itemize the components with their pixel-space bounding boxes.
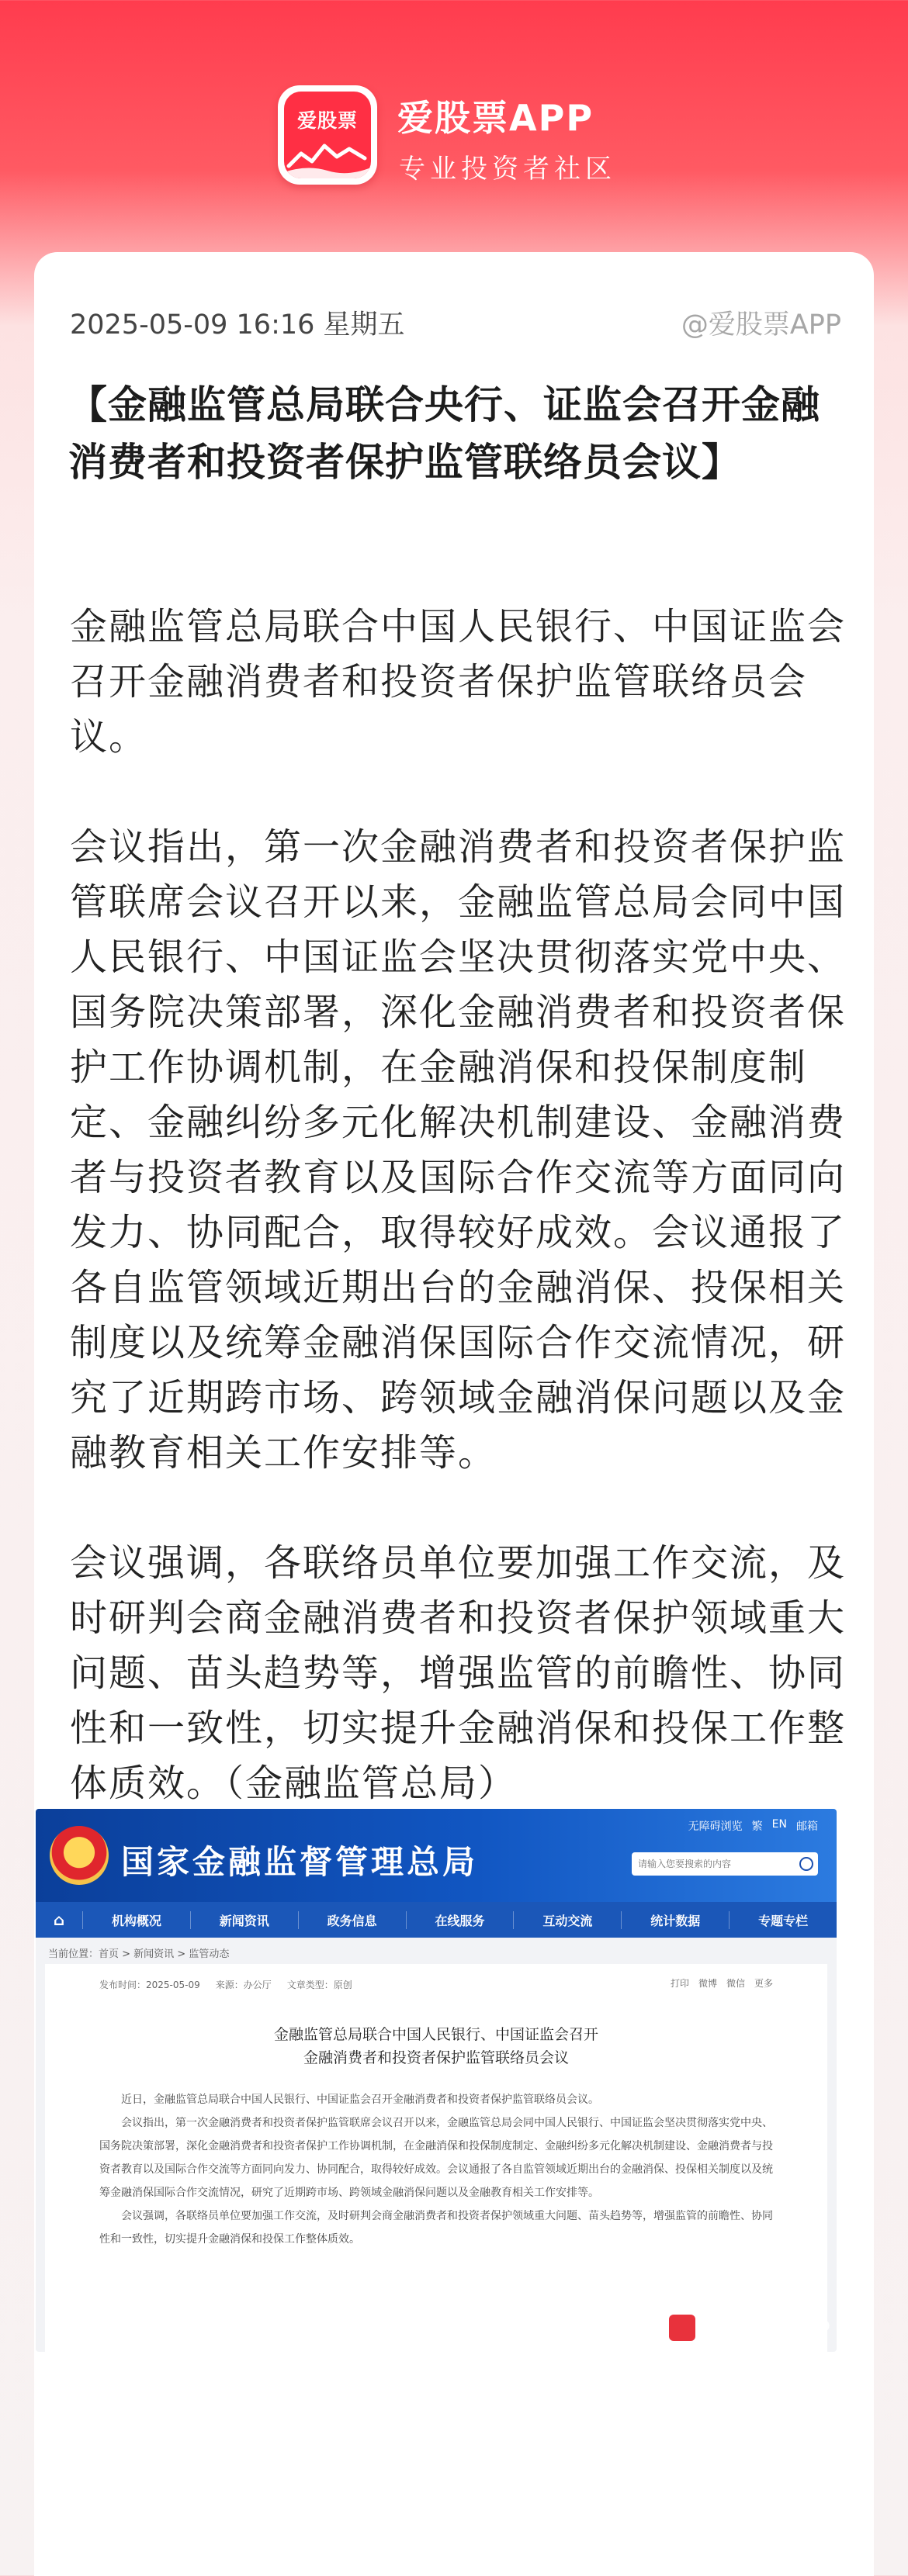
- post-paragraph: 会议强调，各联络员单位要加强工作交流，及时研判会商金融消费者和投资者保护领域重大问题、苗头趋势等，增强监管的前瞻性、协同性和一致性，切实提升金融消保和投保工作整体质效。（金融监管总局）: [70, 1543, 847, 1804]
- article-type: 文章类型：原创: [286, 1980, 352, 1990]
- app-name: 爱股票APP: [397, 97, 594, 139]
- nav-item[interactable]: 互动交流: [513, 1911, 621, 1929]
- weibo-button[interactable]: 微博: [698, 1978, 717, 1989]
- watermark: [669, 2310, 830, 2346]
- traditional-link[interactable]: 繁: [751, 1820, 763, 1833]
- site-title: 国家金融监督管理总局: [121, 1843, 479, 1881]
- post-title: 【金融监管总局联合央行、证监会召开金融消费者和投资者保护监管联络员会议】: [68, 382, 820, 485]
- nav-item[interactable]: 统计数据: [621, 1911, 729, 1929]
- mail-link[interactable]: 邮箱: [796, 1820, 818, 1833]
- site-search-input[interactable]: [632, 1852, 787, 1876]
- watermark-text: 爱股票APP: [700, 2315, 830, 2344]
- post-datetime: 2025-05-09 16:16 星期五: [70, 309, 405, 341]
- nav-item[interactable]: 在线服务: [406, 1911, 514, 1929]
- article-paragraph: 近日，金融监管总局联合中国人民银行、中国证监会召开金融消费者和投资者保护监管联络员会议。: [121, 2094, 599, 2106]
- nav-item[interactable]: 专题专栏: [729, 1911, 837, 1929]
- embedded-screenshot[interactable]: [36, 1809, 837, 2352]
- accessibility-link[interactable]: 无障碍浏览: [688, 1820, 743, 1833]
- watermark-logo-icon: [669, 2315, 695, 2341]
- article-body: [99, 2088, 775, 2251]
- site-banner: [36, 1809, 837, 1902]
- search-icon[interactable]: [799, 1857, 813, 1871]
- english-link[interactable]: EN: [771, 1818, 787, 1831]
- post-paragraph: 金融监管总局联合中国人民银行、中国证监会召开金融消费者和投资者保护监管联络员会议。: [70, 607, 847, 758]
- nav-item[interactable]: 新闻资讯: [190, 1911, 298, 1929]
- app-slogan: 专业投资者社区: [399, 154, 616, 185]
- wechat-button[interactable]: 微信: [726, 1978, 745, 1989]
- site-article: [45, 1964, 827, 2352]
- app-header: [0, 0, 908, 256]
- nav-item[interactable]: 政务信息: [298, 1911, 406, 1929]
- more-button[interactable]: 更多: [754, 1978, 773, 1989]
- print-button[interactable]: 打印: [670, 1978, 689, 1989]
- breadcrumb: 当前位置：首页 > 新闻资讯 > 监管动态: [48, 1948, 230, 1960]
- article-meta: [99, 1978, 352, 1991]
- site-nav: [36, 1902, 837, 1938]
- share-bar: [671, 1976, 773, 1990]
- national-emblem-icon: [50, 1826, 109, 1885]
- app-logo: [278, 85, 377, 185]
- article-origin: 来源：办公厅: [215, 1980, 272, 1990]
- stock-chart-icon: [284, 135, 371, 178]
- article-paragraph: 会议指出，第一次金融消费者和投资者保护监管联席会议召开以来，金融监管总局会同中国人民银行、中国证监会坚决贯彻落实党中央、国务院决策部署，深化金融消费者和投资者保护工作协调机制，在金融消保和投保制度制定、金融纠纷多元化解决机制建设、金融消费者与投资者教育以及国际合作交流等方面同向发力、协同配合，取得较好成效。会议通报了各自监管领域近期出台的金融消保、投保相关制度以及统筹金融消保国际合作交流情况，研究了近期跨市场、跨领域金融消保问题以及金融教育相关工作安排等。: [99, 2117, 773, 2199]
- article-paragraph: 会议强调，各联络员单位要加强工作交流，及时研判会商金融消费者和投资者保护领域重大问题、苗头趋势等，增强监管的前瞻性、协同性和一致性，切实提升金融消保和投保工作整体质效。: [99, 2210, 773, 2246]
- post-paragraph: 会议指出，第一次金融消费者和投资者保护监管联席会议召开以来，金融监管总局会同中国人民银行、中国证监会坚决贯彻落实党中央、国务院决策部署，深化金融消费者和投资者保护工作协调机制，在金融消保和投保制度制定、金融纠纷多元化解决机制建设、金融消费者与投资者教育以及国际合作交流等方面同向发力、协同配合，取得较好成效。会议通报了各自监管领域近期出台的金融消保、投保相关制度以及统筹金融消保国际合作交流情况，研究了近期跨市场、跨领域金融消保问题以及金融教育相关工作安排等。: [70, 827, 847, 1474]
- post-body: [70, 600, 846, 1811]
- nav-item[interactable]: 机构概况: [82, 1911, 190, 1929]
- logo-text: 爱股票: [296, 109, 358, 132]
- site-top-links: [688, 1818, 818, 1834]
- publish-time: 发布时间：2025-05-09: [99, 1980, 200, 1990]
- article-title: 金融监管总局联合中国人民银行、中国证监会召开 金融消费者和投资者保护监管联络员会议: [273, 2026, 598, 2066]
- home-icon[interactable]: ⌂: [53, 1910, 65, 1929]
- post-source[interactable]: @爱股票APP: [681, 309, 841, 341]
- site-search[interactable]: [632, 1852, 818, 1876]
